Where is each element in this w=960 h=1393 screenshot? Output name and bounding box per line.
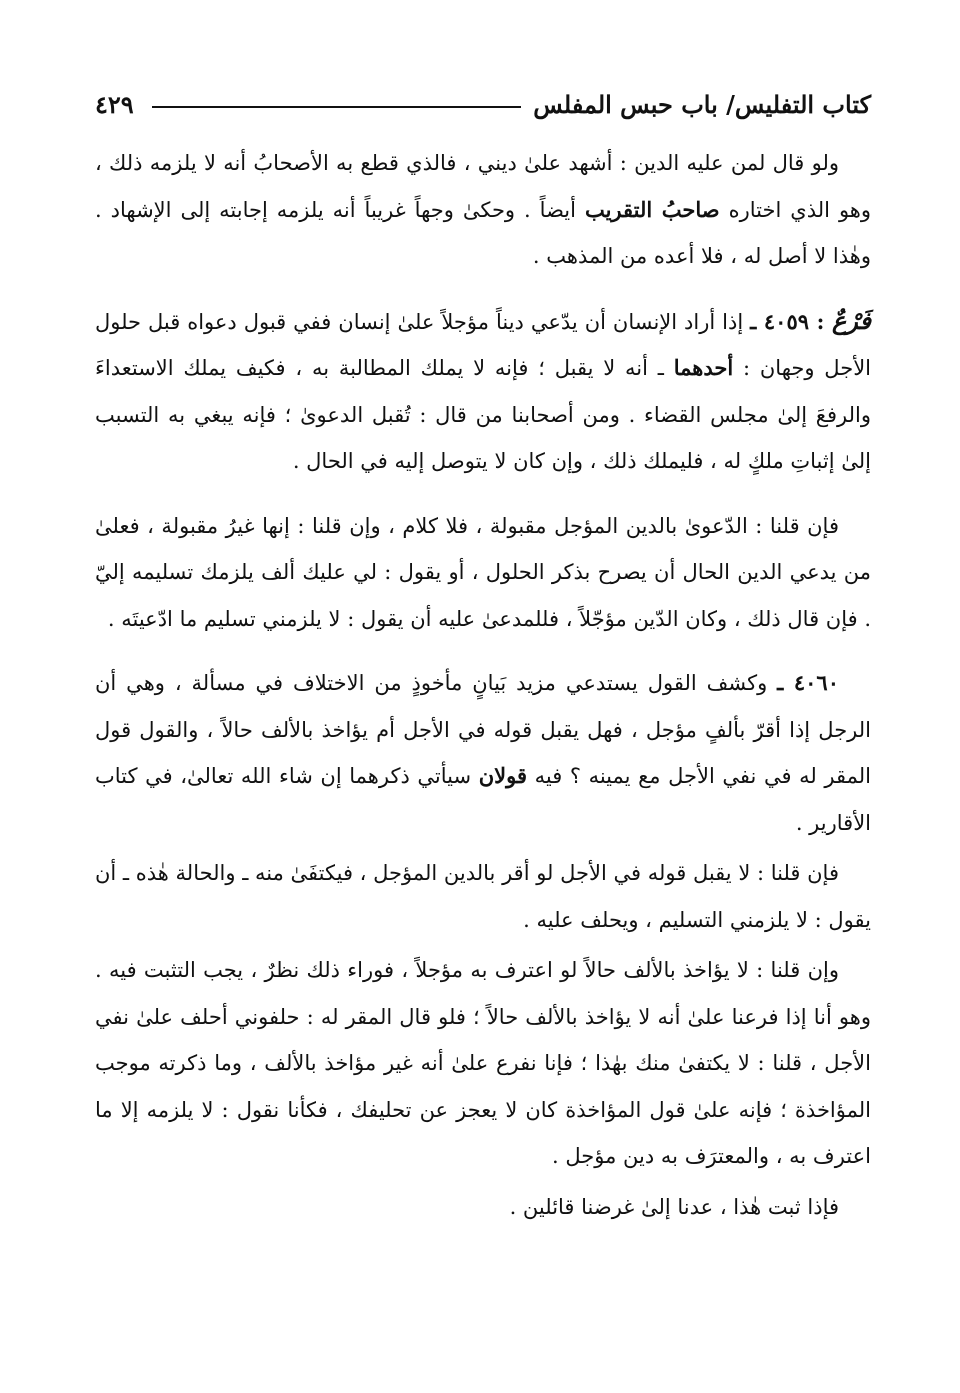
bold-term: أحدهما bbox=[673, 355, 734, 380]
page-number: ٤٢٩ bbox=[95, 89, 134, 119]
paragraph-6: وإن قلنا : لا يؤاخذ بالألف حالاً لو اعترف به مؤجلاً ، فوراء ذلك نظرٌ ، يجب التثبت فيه . وهو أنا إذا فرعنا علىٰ أنه لا يؤاخذ بالألف حالاً ؛ فلو قال المقر له : حلفوني أحلف علىٰ نفي الأجل ، قلنا : لا يكتفىٰ منك بهٰذا ؛ فإنا نفرع علىٰ أنه غير مؤاخذ بالألف ، وما ذكرته موجب المؤاخذة ؛ فإنه علىٰ قول المؤاخذة كان لا يعجز عن تحليفك ، فكأنا نقول : لا يلزمه إلا ما اعترف به ، والمعترَف به دين مؤجل . bbox=[95, 958, 871, 1168]
paragraph-4 bbox=[95, 660, 871, 846]
paragraph-1 bbox=[95, 140, 871, 280]
page-body bbox=[95, 140, 871, 1230]
running-title: كتاب التفليس/ باب حبس المفلس bbox=[533, 89, 871, 119]
author-name: صاحبُ التقريب bbox=[584, 196, 720, 222]
issue-number: ٤٠٦٠ ـ bbox=[777, 670, 839, 695]
paragraph-text: ـ أنه لا يقبل ؛ فإنه لا يملك المطالبة به ، فكيف يملك الاستعداءَ والرفعَ إلىٰ مجلس القضاء . ومن أصحابنا من قال : تُقبل الدعوىٰ ؛ فإنه يبغي به التسبب إلىٰ إثباتِ ملكٍ له ، فليملك ذلك ، وإن كان لا يتوصل إليه في الحال . bbox=[95, 356, 871, 473]
paragraph-text: سيأتي ذكرهما إن شاء الله تعالىٰ، في كتاب الأقارير . bbox=[95, 764, 871, 835]
paragraph-text: إذا أراد الإنسان أن يدّعي ديناً مؤجلاً علىٰ إنسان ففي قبول دعواه قبل حلول الأجل وجهان : bbox=[95, 309, 872, 380]
issue-number: : ٤٠٥٩ ـ bbox=[750, 308, 832, 334]
far-heading: فَرْعٌ bbox=[831, 305, 872, 335]
header-rule bbox=[152, 106, 522, 108]
paragraph-text: أيضاً . وحكىٰ وجهاً غريباً أنه يلزمه إجابته إلى الإشهاد . وهٰذا لا أصل له ، فلا أعده من المذهب . bbox=[95, 197, 871, 268]
paragraph-text: ولو قال لمن عليه الدين : أشهد علىٰ ديني ، فالذي قطع به الأصحابُ أنه لا يلزمه ذلك ، وهو الذي اختاره bbox=[95, 151, 872, 222]
bold-term: قولان bbox=[478, 763, 527, 788]
page-header bbox=[95, 84, 871, 124]
paragraph-2 bbox=[95, 298, 871, 485]
paragraph-5: فإن قلنا : لا يقبل قوله في الأجل لو أقر بالدين المؤجل ، فيكتفَىٰ منه ـ والحالة هٰذه ـ أن يقول : لا يلزمني التسليم ، ويحلف عليه . bbox=[95, 861, 871, 932]
paragraph-7: فإذا ثبت هٰذا ، عدنا إلىٰ غرضنا قائلين . bbox=[509, 1194, 839, 1219]
book-page bbox=[95, 0, 871, 1393]
paragraph-text: وكشف القول يستدعي مزيد بَيانٍ مأخوذٍ من الاختلاف في مسألة ، وهي أن الرجل إذا أقرّ بألفٍ مؤجل ، فهل يقبل قوله في الأجل أم يؤاخذ بالألف حالاً ، والقول قول المقر له في نفي الأجل مع يمينه ؟ فيه bbox=[95, 671, 871, 788]
paragraph-3: فإن قلنا : الدّعوىٰ بالدين المؤجل مقبولة ، فلا كلام ، وإن قلنا : إنها غيرُ مقبولة ، فعلىٰ من يدعي الدين الحال أن يصرح بذكر الحلول ، أو يقول : لي عليك ألف يلزمك تسليمه إليّ . فإن قال ذلك ، وكان الدّين مؤجّلاً ، فللمدعىٰ عليه أن يقول : لا يلزمني تسليم ما ادّعيتَه . bbox=[95, 513, 871, 631]
